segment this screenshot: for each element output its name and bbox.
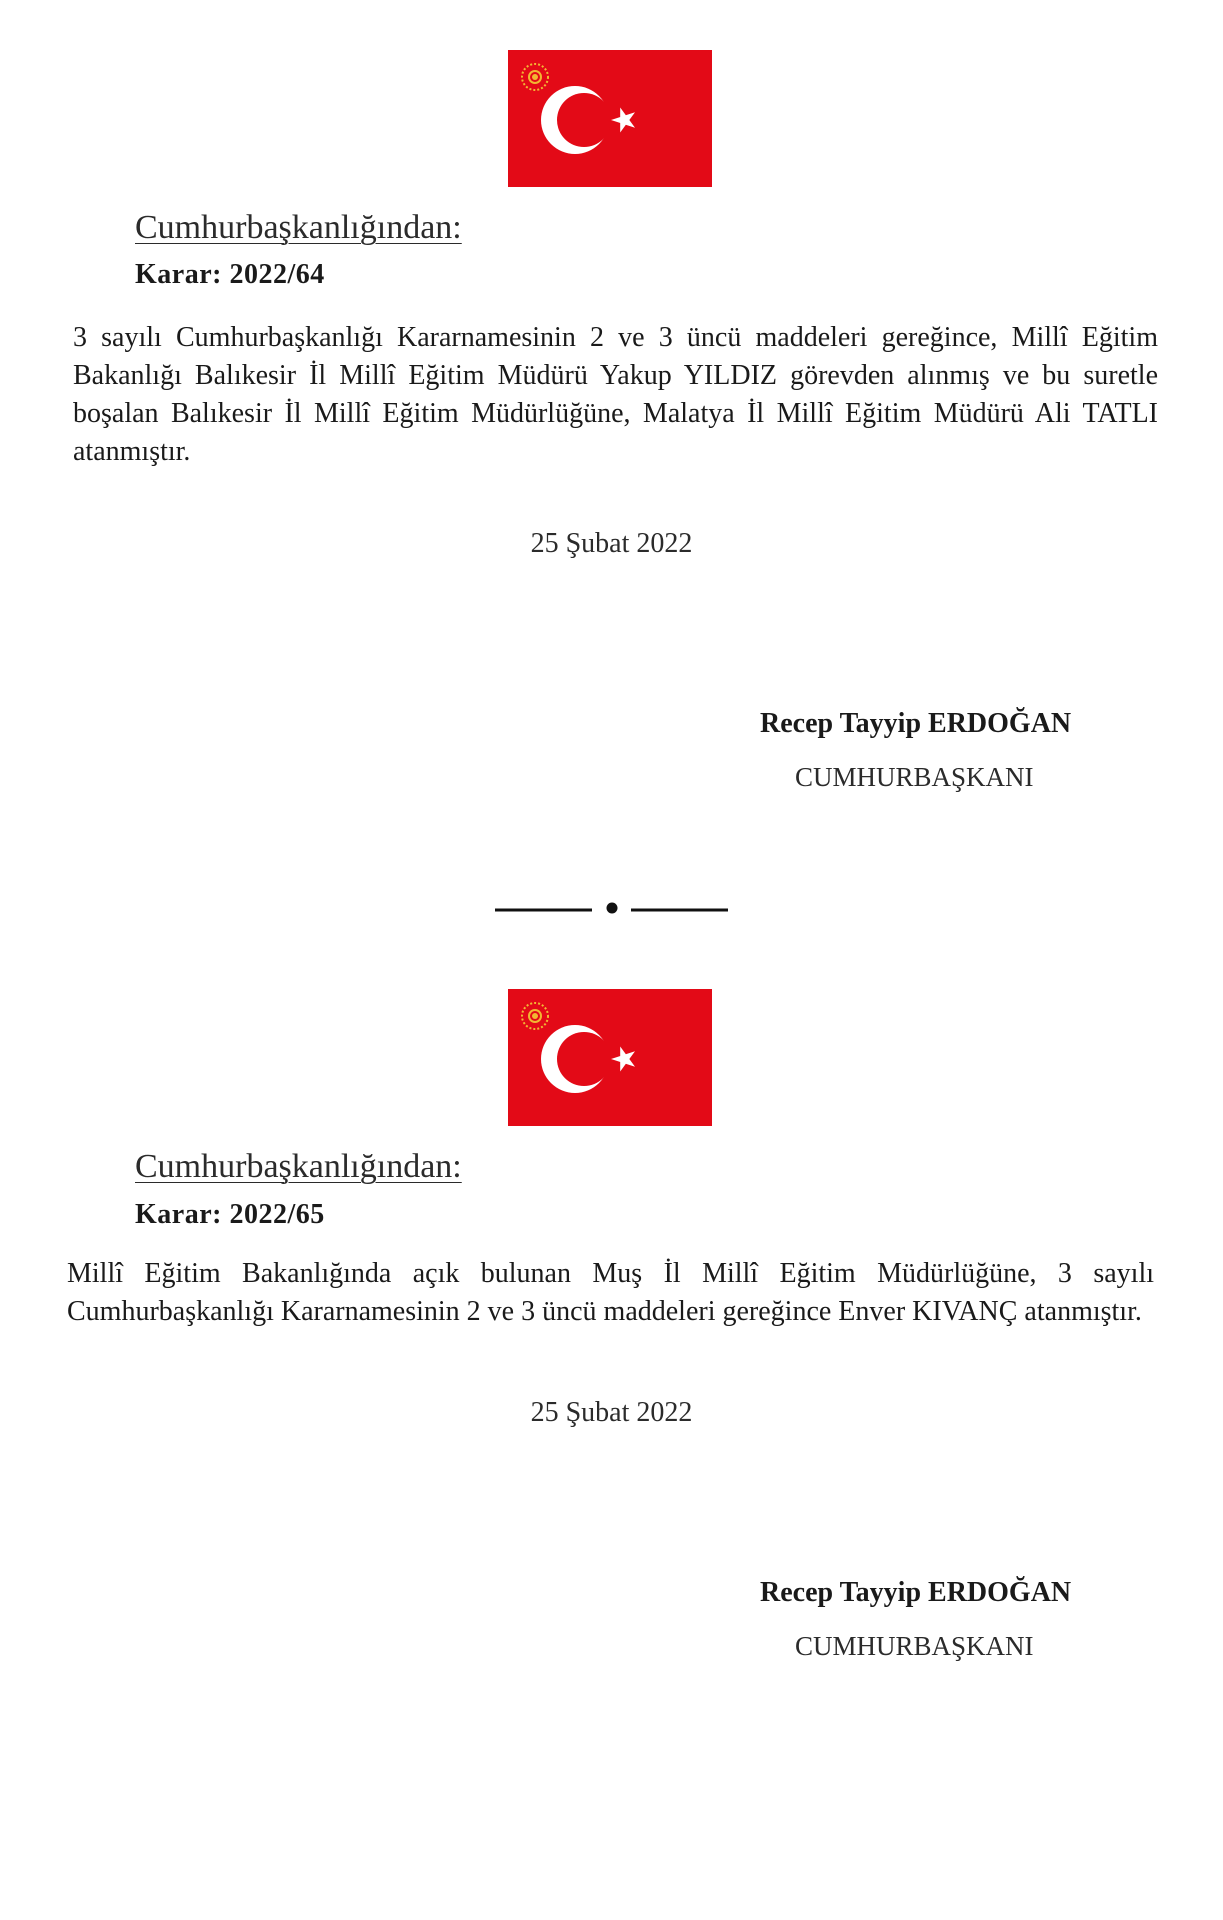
signer-name: Recep Tayyip ERDOĞAN xyxy=(760,1577,1072,1608)
signer-name: Recep Tayyip ERDOĞAN xyxy=(760,708,1072,739)
signer-title: CUMHURBAŞKANI xyxy=(795,762,1034,792)
section-header: Cumhurbaşkanlığından: xyxy=(135,209,462,246)
presidential-flag-icon xyxy=(508,989,712,1126)
decree-number: Karar: 2022/64 xyxy=(135,259,325,290)
divider-dot xyxy=(607,903,618,914)
section-header: Cumhurbaşkanlığından: xyxy=(135,1148,462,1185)
section-divider xyxy=(0,898,1223,918)
flag-graphic xyxy=(508,989,712,1126)
decree-body: 3 sayılı Cumhurbaşkanlığı Kararnamesinin 2 ve 3 üncü maddeleri gereğince, Millî Eğitim Bakanlığı Balıkesir İl Millî Eğitim Müdürü Yakup YILDIZ görevden alınmış ve bu suretle boşalan Balıkesir İl Millî Eğitim Müdürlüğüne, Malatya İl Millî Eğitim Müdürü Ali TATLI atanmıştır. xyxy=(73,322,1158,467)
decree-date: 25 Şubat 2022 xyxy=(530,528,693,559)
signer-title: CUMHURBAŞKANI xyxy=(795,1631,1034,1661)
decree-body: Millî Eğitim Bakanlığında açık bulunan Muş İl Millî Eğitim Müdürlüğüne, 3 sayılı Cumhurbaşkanlığı Kararnamesinin 2 ve 3 üncü maddeleri gereğince Enver KIVANÇ atanmıştır. xyxy=(67,1258,1154,1327)
decree-date: 25 Şubat 2022 xyxy=(530,1397,693,1428)
presidential-flag-icon xyxy=(508,50,712,187)
decree-number: Karar: 2022/65 xyxy=(135,1199,325,1230)
flag-graphic xyxy=(508,50,712,187)
